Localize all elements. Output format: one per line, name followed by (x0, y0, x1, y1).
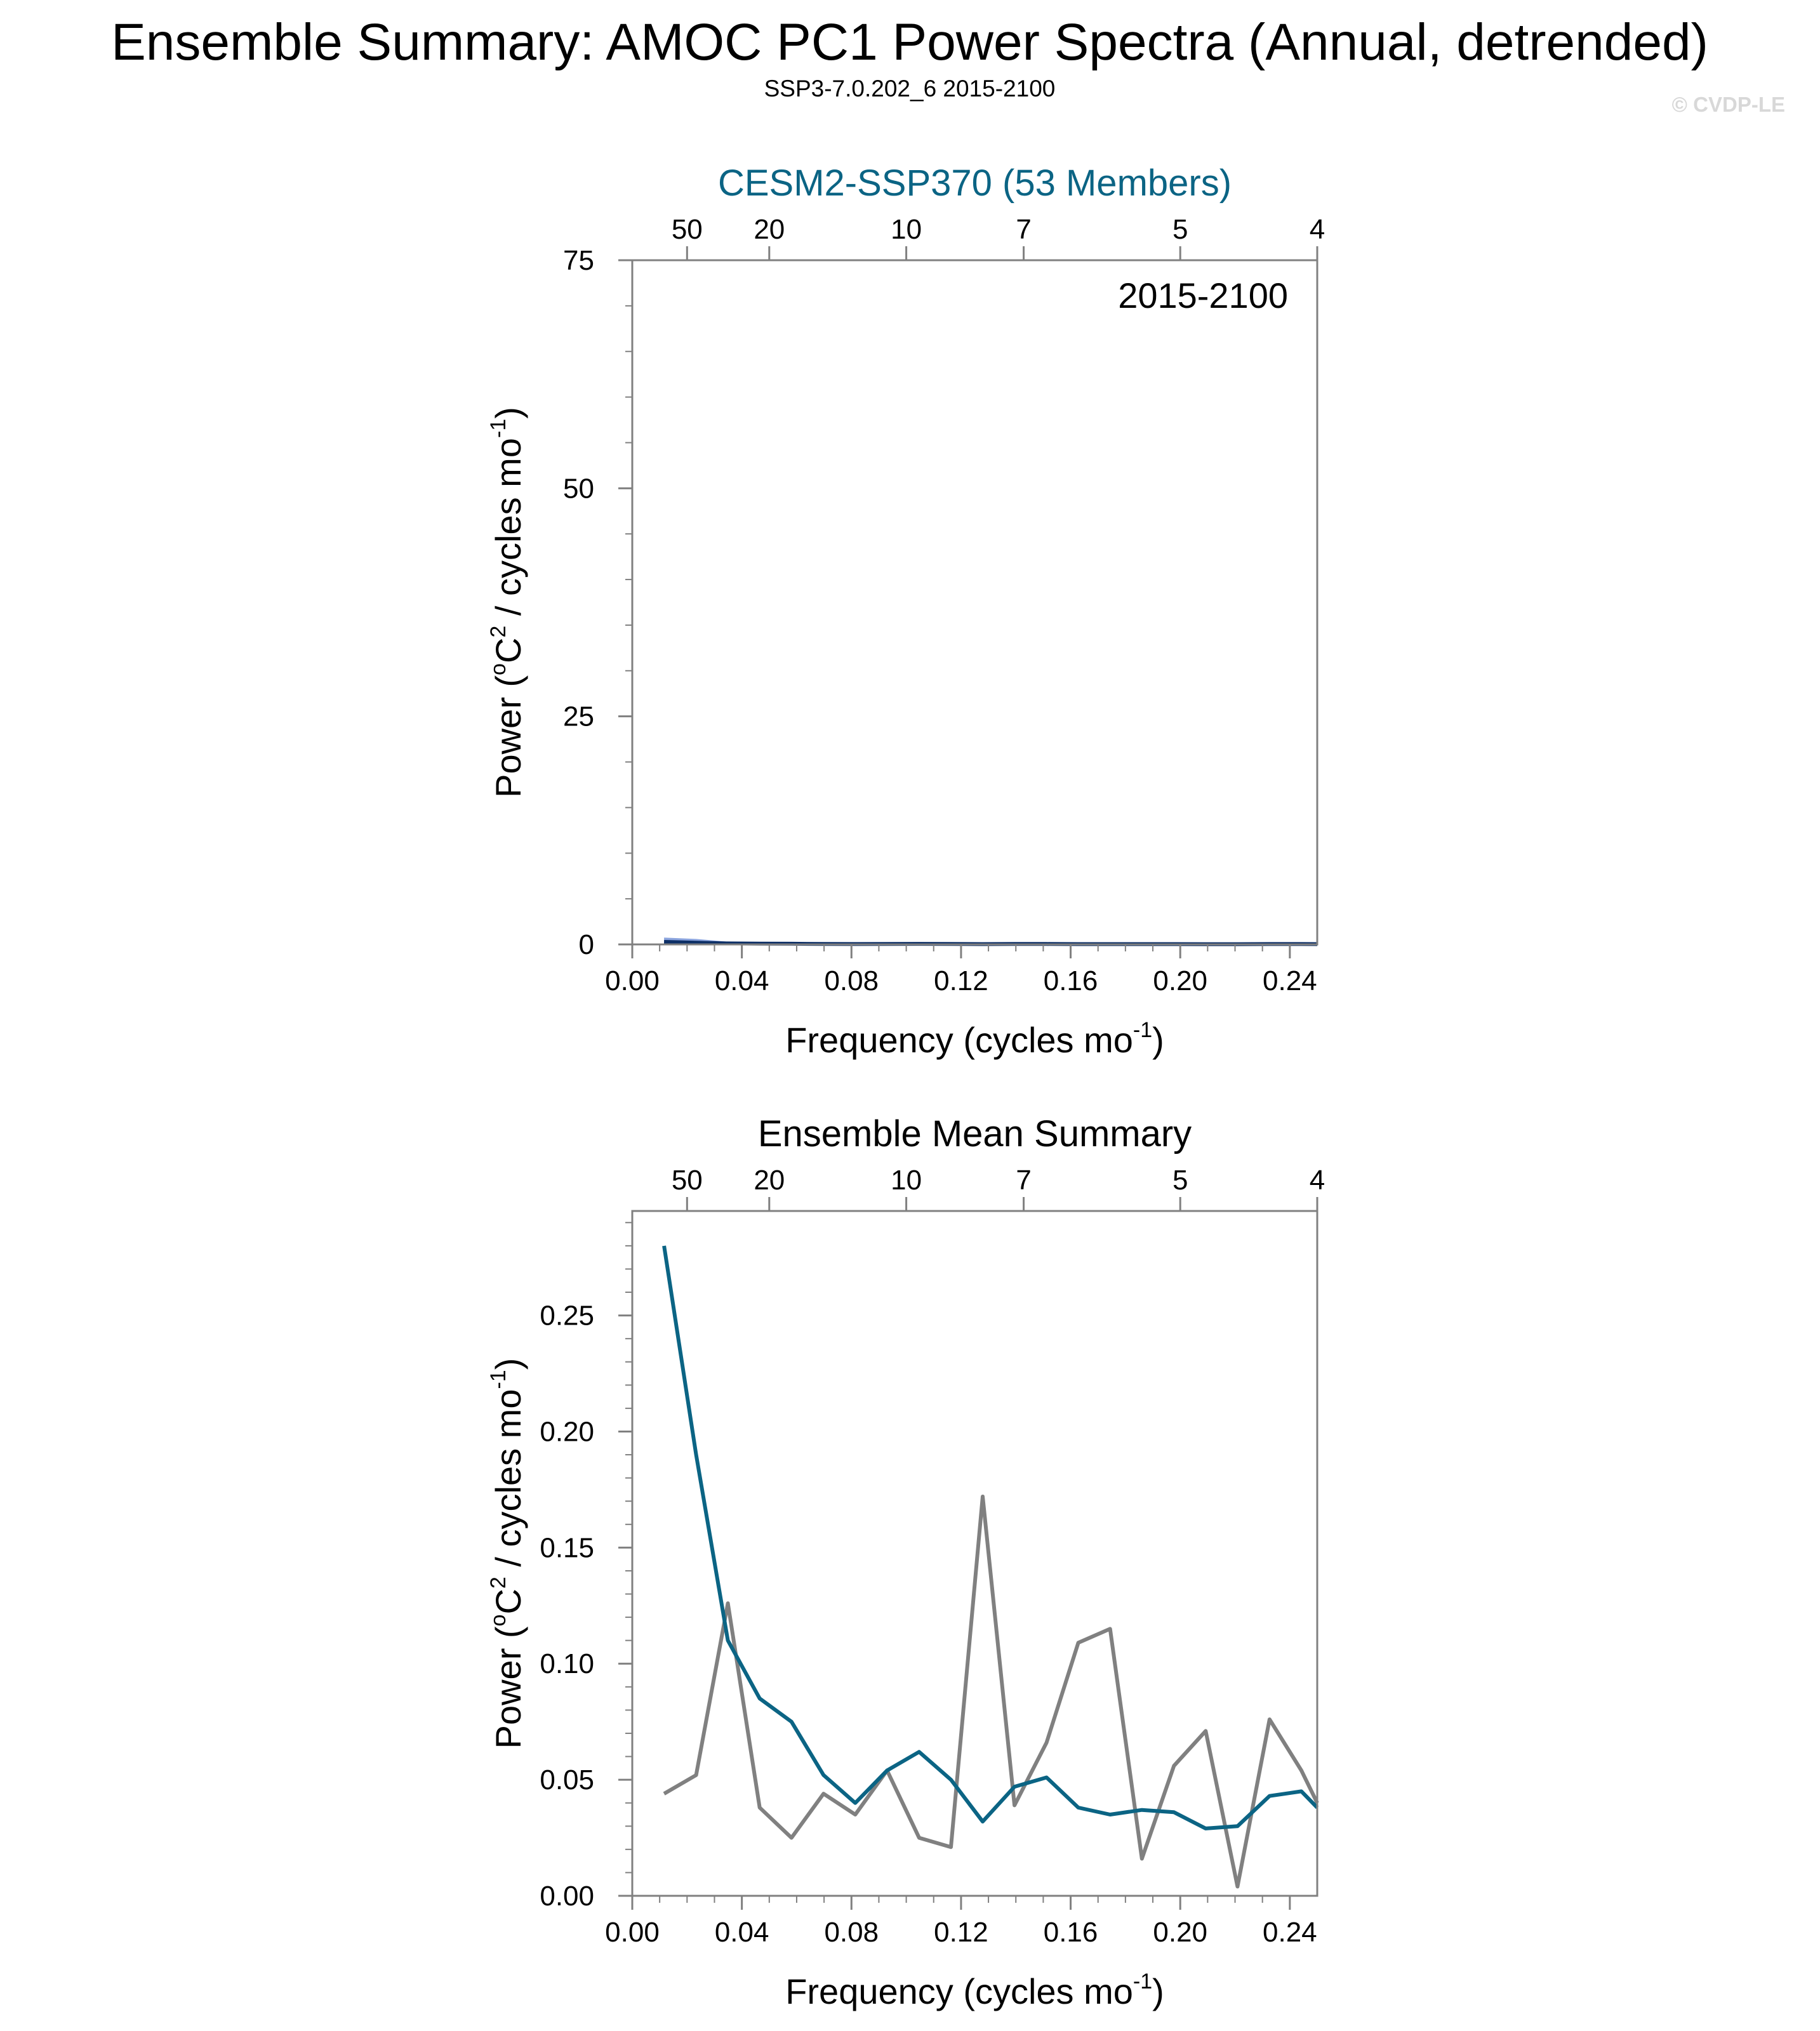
x-tick-label: 0.08 (824, 1917, 879, 1948)
y-tick-label: 0.05 (540, 1764, 594, 1796)
period-annotation: 2015-2100 (1118, 275, 1288, 315)
y-tick-label: 25 (563, 701, 594, 732)
x-axis-label-end: ) (1152, 1971, 1164, 2011)
x-axis-label-superscript: -1 (1133, 1018, 1153, 1042)
y-tick-label: 0.25 (540, 1300, 594, 1332)
y-axis-label-unit: C (488, 1589, 528, 1615)
y-axis-label-degree: o (486, 1614, 510, 1627)
x-tick-label: 0.00 (605, 1917, 660, 1948)
y-axis-label-per: / cycles mo (488, 1389, 528, 1577)
panel-top (486, 162, 1325, 1060)
x-axis-label-text: Frequency (cycles mo (785, 1971, 1133, 2011)
y-axis-label (486, 1358, 528, 1749)
x-axis-label-superscript: -1 (1133, 1969, 1153, 1994)
x-tick-label: 0.08 (824, 965, 879, 996)
panel-title: Ensemble Mean Summary (757, 1113, 1192, 1154)
y-axis-label-squared: 2 (486, 625, 510, 638)
x-axis-label (785, 1969, 1164, 2011)
y-axis-label-end: ) (488, 1358, 528, 1370)
x-tick-label: 0.20 (1153, 965, 1208, 996)
x-tick-label: 0.20 (1153, 1917, 1208, 1948)
x-axis-label (785, 1018, 1164, 1060)
y-tick-label: 0.15 (540, 1532, 594, 1564)
y-axis-label-text: Power ( (488, 675, 528, 798)
y-axis-label-squared: 2 (486, 1577, 510, 1589)
x-tick-label: 0.04 (714, 965, 769, 996)
period-tick-label: 4 (1309, 1165, 1325, 1196)
x-tick-label: 0.24 (1263, 965, 1317, 996)
x-tick-label: 0.12 (934, 1917, 988, 1948)
plot-frame (632, 260, 1317, 944)
plot-frame (632, 1211, 1317, 1896)
y-axis-label-degree: o (486, 663, 510, 675)
y-tick-label: 0.10 (540, 1648, 594, 1680)
y-tick-label: 50 (563, 473, 594, 505)
period-tick-label: 5 (1172, 1165, 1188, 1196)
panel-bottom (486, 1113, 1325, 2011)
period-tick-label: 50 (671, 214, 703, 245)
y-axis-label-unit: C (488, 637, 528, 664)
x-tick-label: 0.12 (934, 965, 988, 996)
y-axis-label-end: ) (488, 407, 528, 419)
period-tick-label: 5 (1172, 214, 1188, 245)
y-axis-label-per: / cycles mo (488, 438, 528, 626)
y-axis-label-text: Power ( (488, 1626, 528, 1749)
period-tick-label: 20 (754, 214, 785, 245)
period-tick-label: 4 (1309, 214, 1325, 245)
period-tick-label: 10 (891, 214, 922, 245)
x-tick-label: 0.16 (1043, 1917, 1098, 1948)
x-tick-label: 0.00 (605, 965, 660, 996)
period-tick-label: 50 (671, 1165, 703, 1196)
period-tick-label: 10 (891, 1165, 922, 1196)
panel-title: CESM2-SSP370 (53 Members) (717, 162, 1232, 204)
y-tick-label: 75 (563, 245, 594, 276)
y-axis-label-inverse: -1 (486, 418, 510, 439)
x-axis-label-end: ) (1152, 1020, 1164, 1060)
figure-subtitle: SSP3-7.0.202_6 2015-2100 (764, 76, 1056, 102)
period-tick-label: 20 (754, 1165, 785, 1196)
x-tick-label: 0.24 (1263, 1917, 1317, 1948)
y-tick-label: 0 (578, 929, 594, 960)
x-tick-label: 0.16 (1043, 965, 1098, 996)
y-tick-label: 0.00 (540, 1881, 594, 1912)
figure-title: Ensemble Summary: AMOC PC1 Power Spectra (Annual, detrended) (111, 13, 1708, 71)
watermark: © CVDP-LE (1671, 93, 1785, 116)
ensemble-mean-line (664, 1246, 1317, 1829)
x-tick-label: 0.04 (714, 1917, 769, 1948)
y-tick-label: 0.20 (540, 1416, 594, 1448)
period-tick-label: 7 (1016, 1165, 1032, 1196)
y-axis-label (486, 407, 528, 798)
period-tick-label: 7 (1016, 214, 1032, 245)
x-axis-label-text: Frequency (cycles mo (785, 1020, 1133, 1060)
y-axis-label-inverse: -1 (486, 1370, 510, 1389)
